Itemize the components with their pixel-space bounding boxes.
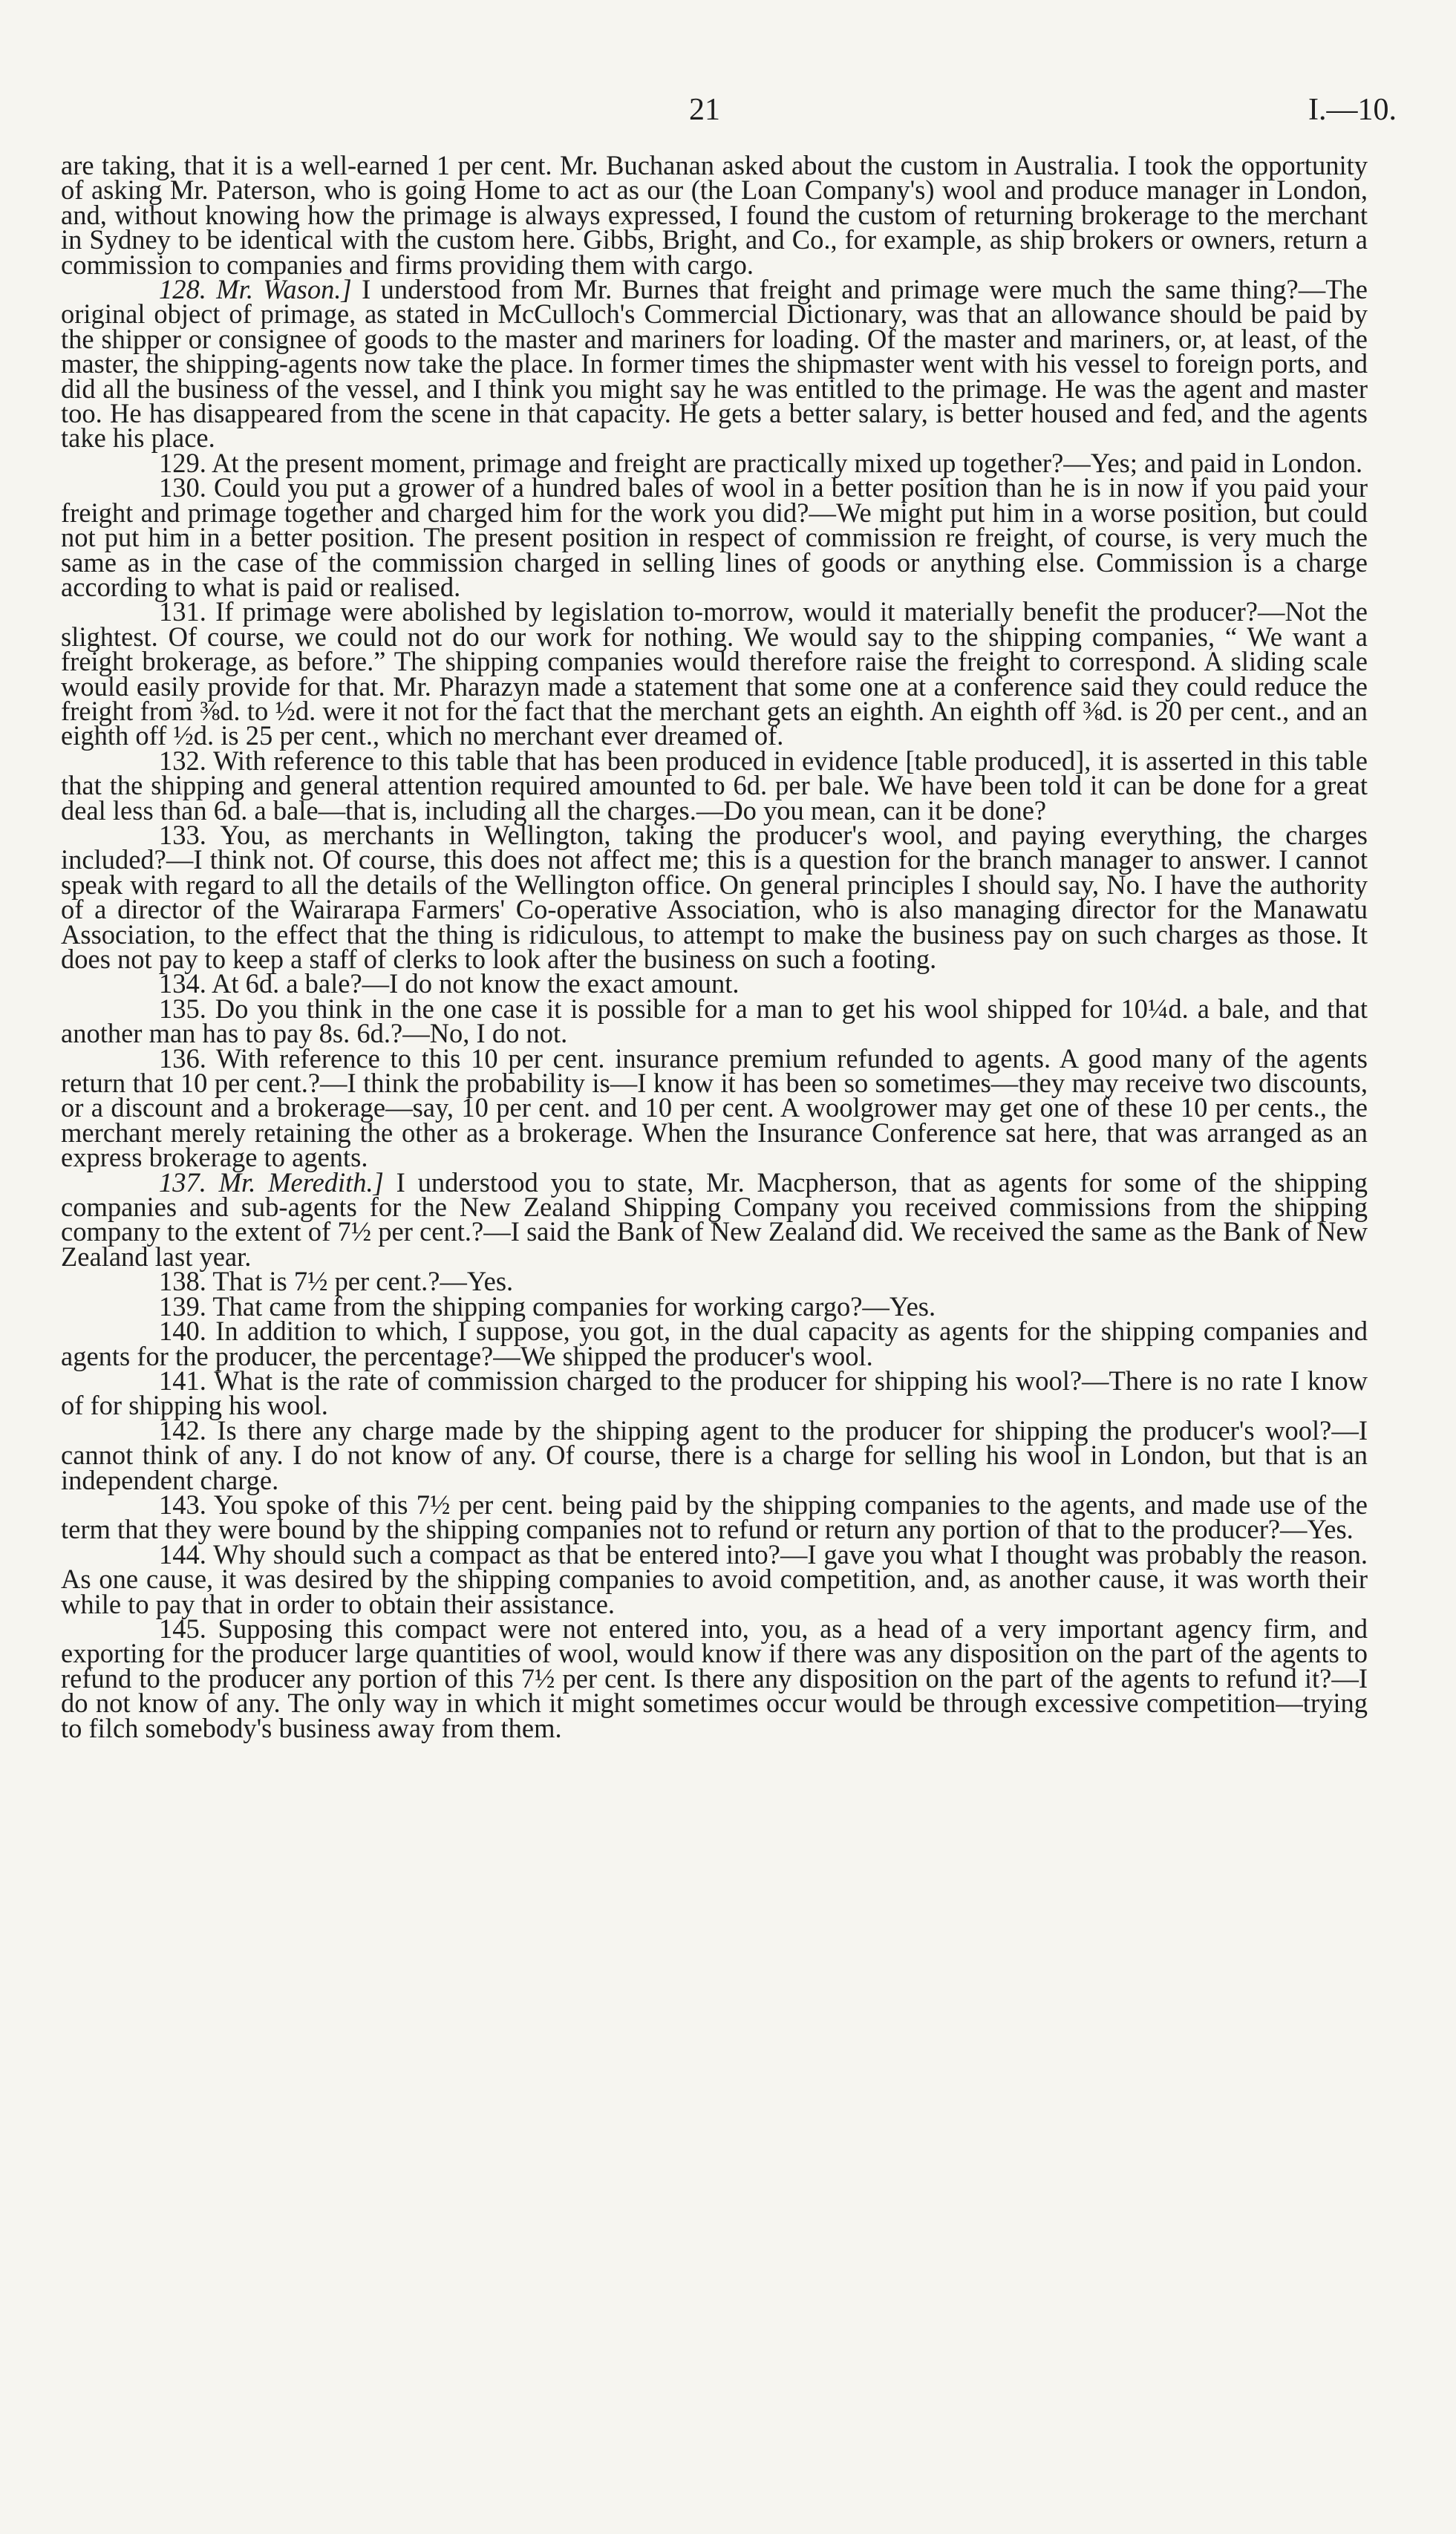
paragraph-text: 141. What is the rate of commission charged to the producer for shipping his wool?—There is no rate I know of for shipping his wool.: [61, 1365, 1368, 1421]
paragraph-text: 136. With reference to this 10 per cent. insurance premium refunded to agents. A good many of the agents return that 10 per cent.?—I think the probability is—I know it has been so sometimes—they may receive two discounts, or a discount and a brokerage—say, 10 per cent. and 10 per cent. A woolgrower may get one of these 10 per cents., the merchant merely retaining the other as a brokerage. When the Insurance Conference sat here, that was arranged as an express brokerage to agents.: [61, 1042, 1368, 1173]
paragraph-134: [61, 968, 1368, 999]
paragraph-text: 130. Could you put a grower of a hundred bales of wool in a better position than he is in now if you paid your freight and primage together and charged him for the work you did?—We might put him in a worse position, but could not put him in a better position. The present position in respect of commission re freight, of course, is very much the same as in the case of the commission charged in selling lines of goods or anything else. Commission is a charge according to what is paid or realised.: [61, 472, 1368, 602]
paragraph-text: 131. If primage were abolished by legislation to-morrow, would it materially benefit the producer?—Not the slightest. Of course, we could not do our work for nothing. We would say to the shipping companies, “ We want a freight brokerage, as before.” The shipping companies would therefore raise the freight to correspond. A sliding scale would easily provide for that. Mr. Pharazyn made a statement that some one at a conference said they could reduce the freight from ⅜d. to ½d. were it not for the fact that the merchant gets an eighth. An eighth off ⅜d. is 20 per cent., and an eighth off ½d. is 25 per cent., which no merchant ever dreamed of.: [61, 596, 1368, 751]
paragraph-text: are taking, that it is a well-earned 1 per cent. Mr. Buchanan asked about the custom in Australia. I took the opportunity of asking Mr. Paterson, who is going Home to act as our (the Loan Company's) wool and produce manager in London, and, without knowing how the primage is always expressed, I found the custom of returning brokerage to the merchant in Sydney to be identical with the custom here. Gibbs, Bright, and Co., for example, as ship brokers or owners, return a commission to companies and firms providing them with cargo.: [61, 150, 1368, 280]
paragraph-143: [61, 1489, 1368, 1545]
paragraph-text: 139. That came from the shipping companies for working cargo?—Yes.: [159, 1290, 936, 1322]
paragraph-text: 135. Do you think in the one case it is possible for a man to get his wool shipped for 10¼d. a bale, and that another man has to pay 8s. 6d.?—No, I do not.: [61, 993, 1368, 1049]
paragraph-132: [61, 745, 1368, 826]
paragraph-139: [61, 1290, 1368, 1322]
paragraph-135: [61, 993, 1368, 1049]
paragraph-text: 138. That is 7½ per cent.?—Yes.: [159, 1266, 514, 1297]
paragraph-text: 144. Why should such a compact as that be entered into?—I gave you what I thought was probably the reason. As one cause, it was desired by the shipping companies to avoid competition, and, as another cause, it was worth their while to pay that in order to obtain their assistance.: [61, 1538, 1368, 1619]
paragraph-142: [61, 1414, 1368, 1495]
paragraph-133: [61, 819, 1368, 974]
paragraph-text: I understood from Mr. Burnes that freight and primage were much the same thing?—The original object of primage, as stated in McCulloch's Commercial Dictionary, was that an allowance should be paid by the shipper or consignee of goods to the master and mariners for loading. Of the master and mariners, or, at least, of the master, the shipping-agents now take the place. In former times the shipmaster went with his vessel to foreign ports, and did all the business of the vessel, and I think you might say he was entitled to the primage. He was the agent and master too. He has disappeared from the scene in that capacity. He gets a better salary, is better housed and fed, and the agents take his place.: [61, 274, 1368, 454]
paragraph-text: 134. At 6d. a bale?—I do not know the exact amount.: [159, 968, 740, 999]
paragraph-text: 132. With reference to this table that has been produced in evidence [table produced], it is asserted in this table that the shipping and general attention required amounted to 6d. per bale. We have been told it can be done for a great deal less than 6d. a bale—that is, including all the charges.—Do you mean, can it be done?: [61, 745, 1368, 826]
paragraph-136: [61, 1042, 1368, 1173]
paragraph-text: 142. Is there any charge made by the shipping agent to the producer for shipping the producer's wool?—I cannot think of any. I do not know of any. Of course, there is a charge for selling his wool in London, but that is an independent charge.: [61, 1414, 1368, 1495]
paragraph-text: 129. At the present moment, primage and freight are practically mixed up together?—Yes; and paid in London.: [159, 447, 1363, 478]
paragraph-text: 133. You, as merchants in Wellington, taking the producer's wool, and paying everything, the charges included?—I think not. Of course, this does not affect me; this is a question for the branch manager to answer. I cannot speak with regard to all the details of the Wellington office. On general principles I should say, No. I have the authority of a director of the Wairarapa Farmers' Co-operative Association, who is also managing director for the Manawatu Association, to the effect that the thing is ridiculous, to attempt to make the business pay on such charges as those. It does not pay to keep a staff of clerks to look after the business on such a footing.: [61, 819, 1368, 974]
paragraph-text: 140. In addition to which, I suppose, you got, in the dual capacity as agents for the shipping companies and agents for the producer, the percentage?—We shipped the producer's wool.: [61, 1316, 1368, 1371]
speaker-label: 128. Mr. Wason.]: [159, 274, 352, 305]
paragraph-129: [61, 447, 1368, 478]
paragraph-continuation: [61, 150, 1368, 280]
paragraph-text: 145. Supposing this compact were not entered into, you, as a head of a very important agency firm, and exporting for the producer large quantities of wool, would know if there was any disposition on the part of the agents to refund to the producer any portion of this 7½ per cent. Is there any disposition on the part of the agents to refund it?—I do not know of any. The only way in which it might sometimes occur would be through excessive competition—trying to filch somebody's business away from them.: [61, 1613, 1368, 1743]
paragraph-128: [61, 274, 1368, 454]
series-reference: I.—10.: [1308, 93, 1397, 127]
speaker-label: 137. Mr. Meredith.]: [159, 1166, 384, 1198]
paragraph-text: 143. You spoke of this 7½ per cent. being paid by the shipping companies to the agents, and made use of the term that they were bound by the shipping companies not to refund or return any portion of that to the producer?—Yes.: [61, 1489, 1368, 1545]
paragraph-131: [61, 596, 1368, 751]
text-body: [61, 150, 1368, 1743]
paragraph-137: [61, 1166, 1368, 1272]
paragraph-138: [61, 1266, 1368, 1297]
page-header: [0, 88, 1456, 132]
page-number: 21: [689, 93, 720, 127]
paragraph-141: [61, 1365, 1368, 1421]
paragraph-text: I understood you to state, Mr. Macpherson, that as agents for some of the shipping companies and sub-agents for the New Zealand Shipping Company you received commissions from the shipping company to the extent of 7½ per cent.?—I said the Bank of New Zealand did. We received the same as the Bank of New Zealand last year.: [61, 1166, 1368, 1272]
paragraph-144: [61, 1538, 1368, 1619]
paragraph-145: [61, 1613, 1368, 1743]
paragraph-140: [61, 1316, 1368, 1371]
paragraph-130: [61, 472, 1368, 602]
